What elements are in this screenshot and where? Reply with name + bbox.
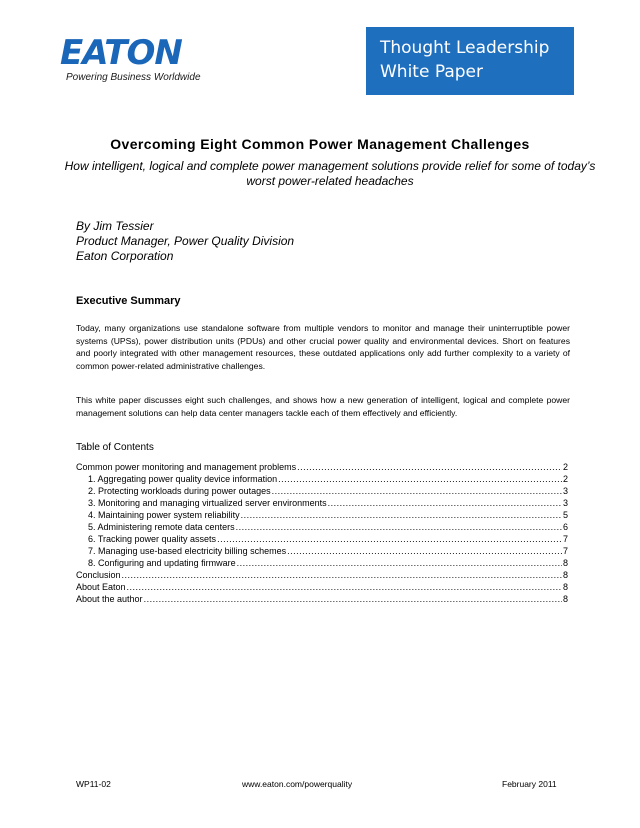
- toc-leader: [287, 545, 562, 557]
- executive-summary-heading: Executive Summary: [76, 295, 181, 307]
- summary-paragraph-2: This white paper discusses eight such challenges, and shows how a new generation of intelligent, logical and complete power management solutions can help data center managers tackle each of them effectively and efficiently.: [76, 395, 570, 418]
- toc-entry-label: About the author: [76, 594, 143, 604]
- toc-leader: [328, 497, 562, 509]
- toc-leader: [272, 485, 562, 497]
- toc-entry-page: 8: [562, 570, 568, 580]
- logo-wordmark: EATON: [60, 33, 182, 73]
- toc-entry[interactable]: [76, 545, 568, 557]
- toc-entry-page: 3: [562, 498, 568, 508]
- table-of-contents: [76, 461, 568, 605]
- thought-leadership-banner: [366, 27, 574, 95]
- toc-entry[interactable]: [76, 485, 568, 497]
- toc-entry[interactable]: [76, 581, 568, 593]
- toc-entry-page: 2: [562, 474, 568, 484]
- toc-leader: [122, 569, 562, 581]
- toc-entry-label: Conclusion: [76, 570, 121, 580]
- toc-entry-label: 7. Managing use-based electricity billing schemes: [88, 546, 287, 556]
- document-subtitle: How intelligent, logical and complete power management solutions provide relief for some of today’s worst power-related headaches: [64, 159, 596, 188]
- toc-entry-page: 8: [562, 594, 568, 604]
- toc-entry-page: 2: [562, 462, 568, 472]
- toc-entry-page: 6: [562, 522, 568, 532]
- toc-leader: [217, 533, 562, 545]
- document-title: Overcoming Eight Common Power Management Challenges: [110, 136, 530, 152]
- toc-entry[interactable]: [76, 533, 568, 545]
- toc-entry[interactable]: [76, 473, 568, 485]
- author-role: Product Manager, Power Quality Division: [76, 234, 295, 248]
- footer-url[interactable]: www.eaton.com/powerquality: [242, 779, 353, 789]
- toc-leader: [236, 521, 562, 533]
- toc-entry-page: 8: [562, 582, 568, 592]
- summary-paragraph-1: Today, many organizations use standalone software from multiple vendors to monitor and manage their uninterruptible power systems (UPSs), power distribution units (PDUs) and other crucial power quality and environmental devices. Short on features and poorly integrated with other management resources, these outdated applications only add further complexity to a variety of common power-related administrative challenges.: [76, 323, 570, 371]
- toc-entry[interactable]: [76, 557, 568, 569]
- toc-entry-label: About Eaton: [76, 582, 126, 592]
- toc-entry-page: 3: [562, 486, 568, 496]
- toc-entry-page: 7: [562, 534, 568, 544]
- toc-entry[interactable]: [76, 461, 568, 473]
- eaton-logo: [60, 33, 210, 86]
- toc-entry-label: 2. Protecting workloads during power outages: [88, 486, 271, 496]
- toc-entry-page: 8: [562, 558, 568, 568]
- toc-entry[interactable]: [76, 593, 568, 605]
- toc-entry-label: 8. Configuring and updating firmware: [88, 558, 236, 568]
- toc-entry[interactable]: [76, 569, 568, 581]
- author-name: By Jim Tessier: [76, 219, 154, 233]
- toc-entry-label: 1. Aggregating power quality device information: [88, 474, 278, 484]
- banner-line-1: Thought Leadership: [380, 38, 550, 58]
- toc-entry-page: 5: [562, 510, 568, 520]
- toc-entry-label: 5. Administering remote data centers: [88, 522, 235, 532]
- toc-entry[interactable]: [76, 497, 568, 509]
- toc-entry-label: Common power monitoring and management problems: [76, 462, 297, 472]
- toc-entry[interactable]: [76, 521, 568, 533]
- toc-entry-page: 7: [562, 546, 568, 556]
- toc-leader: [237, 557, 562, 569]
- toc-entry-label: 3. Monitoring and managing virtualized server environments: [88, 498, 327, 508]
- toc-leader: [297, 461, 562, 473]
- toc-leader: [144, 593, 562, 605]
- author-company: Eaton Corporation: [76, 249, 174, 263]
- logo-tagline: Powering Business Worldwide: [66, 72, 201, 83]
- toc-leader: [241, 509, 562, 521]
- toc-leader: [127, 581, 562, 593]
- toc-title: Table of Contents: [76, 442, 154, 453]
- toc-entry-label: 4. Maintaining power system reliability: [88, 510, 240, 520]
- toc-leader: [278, 473, 562, 485]
- footer-doc-id: WP11-02: [76, 779, 111, 789]
- footer-date: February 2011: [502, 779, 557, 789]
- toc-entry-label: 6. Tracking power quality assets: [88, 534, 217, 544]
- banner-line-2: White Paper: [380, 62, 483, 82]
- toc-entry[interactable]: [76, 509, 568, 521]
